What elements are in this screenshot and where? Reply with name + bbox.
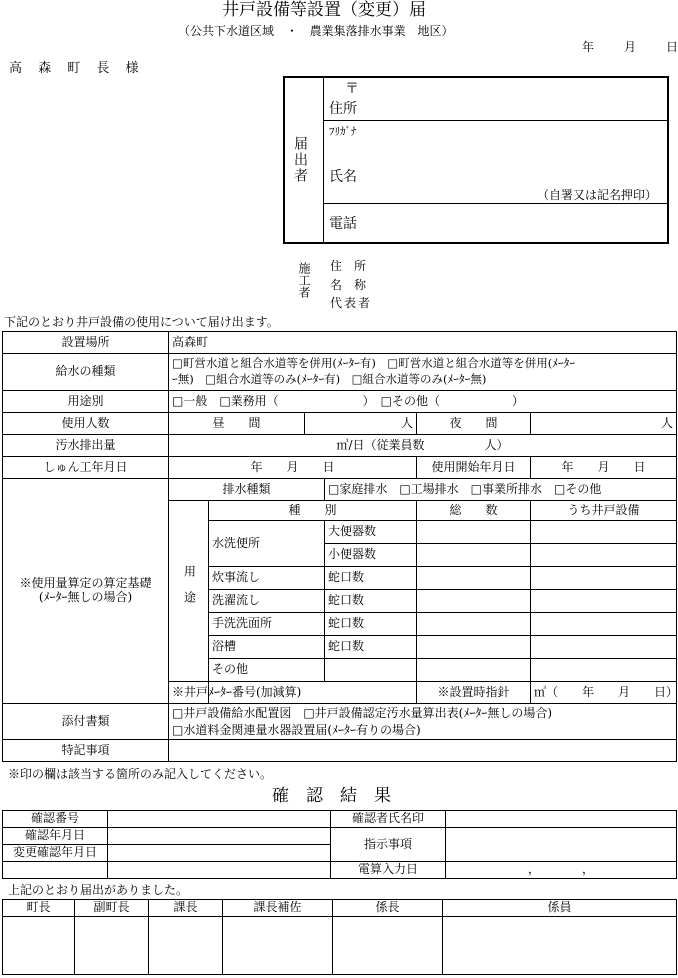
start-value[interactable]: 年 月 日: [531, 457, 677, 479]
approval-sub-chief: 係長: [333, 900, 443, 917]
stamp-deputy-mayor[interactable]: [75, 917, 149, 975]
sewage-value[interactable]: ㎥/日（従業員数 人）: [169, 435, 677, 457]
attach-line-1: □井戸設備給水配置図 □井戸設備認定汚水量算出表(ﾒｰﾀｰ無しの場合): [172, 706, 553, 721]
approval-mayor: 町長: [3, 900, 75, 917]
bath-well[interactable]: [531, 636, 677, 659]
flush-toilet: 水洗便所: [209, 521, 325, 567]
received-text: 上記のとおり届出がありました。: [8, 883, 189, 897]
night-unit[interactable]: 人: [531, 413, 677, 435]
intro-text: 下記のとおり井戸設備の使用について届け出ます。: [4, 315, 279, 329]
col-well: うち井戸設備: [531, 501, 677, 521]
confirm-no-label: 確認番号: [3, 811, 108, 828]
notes-label: 特記事項: [3, 740, 169, 762]
change-date-label: 変更確認年月日: [3, 845, 108, 862]
kitchen-total[interactable]: [417, 567, 531, 590]
stamp-staff[interactable]: [443, 917, 677, 975]
confirmer-label: 確認者氏名印: [331, 811, 446, 828]
sewage-label: 汚水排出量: [3, 435, 169, 457]
calc-basis-line-1: ※使用量算定の算定基礎: [19, 576, 152, 591]
completion-value[interactable]: 年 月 日: [169, 457, 417, 479]
drain-type-label: 排水種類: [169, 479, 325, 501]
completion-label: しゅん工年月日: [3, 457, 169, 479]
use-label: 用途別: [3, 391, 169, 413]
contractor-label: 施工者: [297, 262, 311, 298]
contractor-name: 名 称: [330, 278, 367, 292]
contractor-rep: 代表者: [330, 296, 373, 310]
stamp-assistant-chief[interactable]: [223, 917, 333, 975]
bath-label: 浴槽: [209, 636, 325, 659]
approval-section-chief: 課長: [149, 900, 223, 917]
confirm-no-value[interactable]: [108, 811, 331, 828]
approval-table: [2, 899, 677, 975]
instructions-value[interactable]: [446, 828, 677, 862]
approval-deputy-mayor: 副町長: [75, 900, 149, 917]
day-label: 昼 間: [169, 413, 305, 435]
laundry-label: 洗濯流し: [209, 590, 325, 613]
blank-cell-2: [108, 862, 331, 879]
laundry-total[interactable]: [417, 590, 531, 613]
install-reading-value[interactable]: ㎥（ 年 月 日）: [531, 682, 677, 704]
other-total[interactable]: [417, 659, 531, 682]
meter-no-label: ※井戸ﾒｰﾀｰ番号(加減算): [169, 682, 209, 704]
applicant-box: [283, 76, 669, 244]
big-toilet-label: 大便器数: [325, 521, 417, 544]
drain-type-value[interactable]: □家庭排水 □工場排水 □事業所排水 □その他: [325, 479, 677, 501]
date-line: [582, 41, 678, 53]
address-label: 住所: [329, 101, 357, 117]
location-value[interactable]: 高森町: [169, 332, 677, 354]
form-subtitle: （公共下水道区域 ・ 農業集落排水事業 地区）: [178, 24, 454, 38]
stamp-mayor[interactable]: [3, 917, 75, 975]
bath-faucet: 蛇口数: [325, 636, 417, 659]
kitchen-label: 炊事流し: [209, 567, 325, 590]
bath-total[interactable]: [417, 636, 531, 659]
furigana-label: ﾌﾘｶﾞﾅ: [329, 125, 357, 138]
stamp-sub-chief[interactable]: [333, 917, 443, 975]
washbasin-label: 手洗洗面所: [209, 613, 325, 636]
other-label: その他: [209, 659, 325, 682]
result-title: 確 認 結 果: [272, 786, 391, 806]
kitchen-faucet: 蛇口数: [325, 567, 417, 590]
confirm-date-value[interactable]: [108, 828, 331, 845]
calc-basis-line-2: (ﾒｰﾀｰ無しの場合): [38, 590, 133, 604]
supply-line-1: □町営水道と組合水道等を併用(ﾒｰﾀｰ有) □町営水道と組合水道等を併用(ﾒｰﾀｰ: [172, 356, 576, 371]
supply-options[interactable]: [169, 354, 677, 391]
col-kind: 種 別: [209, 501, 417, 521]
big-toilet-total[interactable]: [417, 521, 531, 544]
install-reading-label: ※設置時指針: [417, 682, 531, 704]
night-label: 夜 間: [417, 413, 531, 435]
supply-line-2: ｰ無) □組合水道等のみ(ﾒｰﾀｰ有) □組合水道等のみ(ﾒｰﾀｰ無): [172, 372, 487, 386]
washbasin-total[interactable]: [417, 613, 531, 636]
laundry-well[interactable]: [531, 590, 677, 613]
confirmer-value[interactable]: [446, 811, 677, 828]
kitchen-well[interactable]: [531, 567, 677, 590]
confirm-date-label: 確認年月日: [3, 828, 108, 845]
usage-vertical: 用途: [182, 565, 197, 617]
calc-input-label: 電算入力日: [331, 862, 446, 879]
calc-input-value[interactable]: ， ，: [446, 862, 677, 879]
instructions-label: 指示事項: [331, 828, 446, 862]
signature-note: （自署又は記名押印）: [537, 188, 658, 202]
small-toilet-label: 小便器数: [325, 544, 417, 567]
washbasin-well[interactable]: [531, 613, 677, 636]
people-label: 使用人数: [3, 413, 169, 435]
location-label: 設置場所: [3, 332, 169, 354]
footnote: ※印の欄は該当する箇所のみ記入してください。: [8, 767, 273, 781]
postal-mark: 〒: [345, 81, 359, 97]
start-label: 使用開始年月日: [417, 457, 531, 479]
approval-assistant-chief: 課長補佐: [223, 900, 333, 917]
small-toilet-total[interactable]: [417, 544, 531, 567]
col-total: 総 数: [417, 501, 531, 521]
month-label: 月: [624, 40, 637, 54]
day-unit[interactable]: 人: [305, 413, 417, 435]
blank-cell: [3, 862, 108, 879]
notes-value[interactable]: [169, 740, 677, 762]
change-date-value[interactable]: [108, 845, 331, 862]
form-title: 井戸設備等設置（変更）届: [222, 0, 426, 20]
supply-label: 給水の種類: [3, 354, 169, 391]
phone-label: 電話: [329, 216, 357, 232]
stamp-section-chief[interactable]: [149, 917, 223, 975]
use-value[interactable]: □一般 □業務用（ ） □その他（ ）: [169, 391, 677, 413]
other-well[interactable]: [531, 659, 677, 682]
approval-staff: 係員: [443, 900, 677, 917]
day-label: 日: [666, 40, 678, 54]
applicant-label: 届出者: [292, 136, 308, 184]
other-detail[interactable]: [325, 659, 417, 682]
laundry-faucet: 蛇口数: [325, 590, 417, 613]
washbasin-faucet: 蛇口数: [325, 613, 417, 636]
attach-options[interactable]: [169, 704, 677, 740]
small-toilet-well[interactable]: [531, 544, 677, 567]
name-label: 氏名: [329, 169, 357, 185]
attach-line-2: □水道料金関連量水器設置届(ﾒｰﾀｰ有りの場合): [172, 722, 421, 737]
attach-label: 添付書類: [3, 704, 169, 740]
result-table: [2, 810, 677, 879]
contractor-address: 住 所: [330, 259, 367, 273]
main-table: [2, 331, 677, 762]
calc-basis-label: [3, 479, 169, 704]
addressee: 高 森 町 長 様: [9, 61, 145, 76]
big-toilet-well[interactable]: [531, 521, 677, 544]
year-label: 年: [582, 40, 595, 54]
